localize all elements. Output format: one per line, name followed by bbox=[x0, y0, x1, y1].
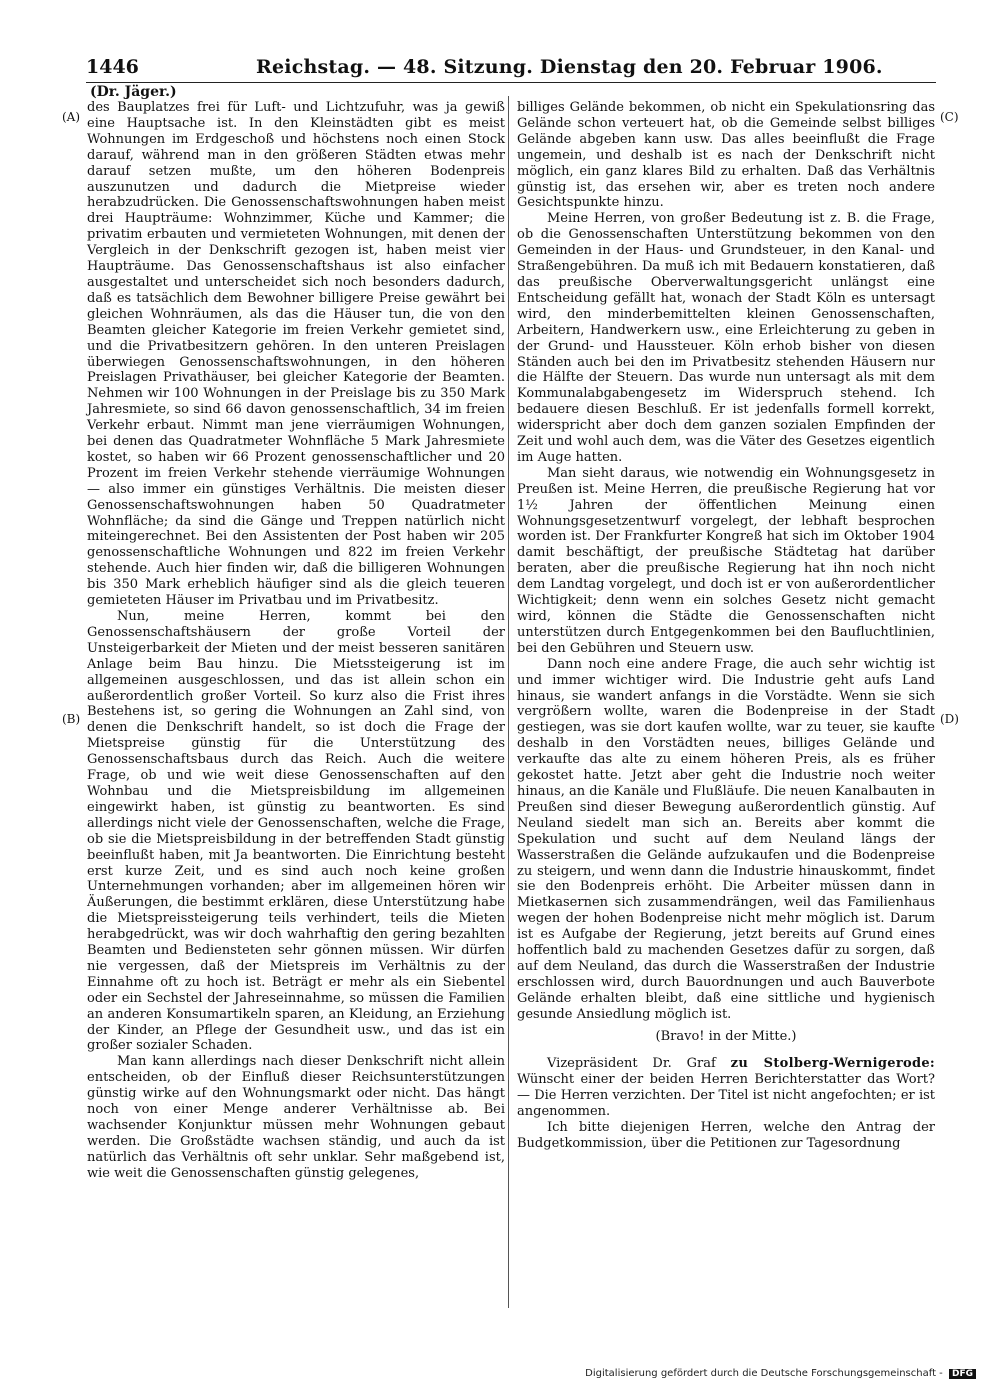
speaker-prefix: Vizepräsident Dr. Graf bbox=[547, 1056, 716, 1072]
margin-mark-d: (D) bbox=[940, 712, 959, 726]
paragraph: Man sieht daraus, wie notwendig ein Wohnungsgesetz in Preußen ist. Meine Herren, die preußische Regierung hat vor 1½ Jahren der öffentlichen Meinung einen Wohnungsgesetzentwurf vorgelegt, der lebhaft besprochen worden ist. Der Frankfurter Kongreß hat sich im Oktober 1904 damit beschäftigt, der preußische Städtetag hat darüber beraten, aber die preußische Regierung hat ihn noch nicht dem Landtag vorgelegt, und doch ist er von außerordentlicher Wichtigkeit; denn wenn ein solches Gesetz nicht gemacht wird, können die Städte die Genossenschaften nicht unterstützen durch Entgegenkommen bei den Baufluchtlinien, bei den Gebühren und Steuern usw. bbox=[517, 465, 935, 656]
margin-mark-a: (A) bbox=[62, 110, 81, 124]
paragraph: des Bauplatzes frei für Luft- und Lichtzufuhr, was ja gewiß eine Hauptsache ist. In den Kleinstädten gibt es meist Wohnungen im Erdgeschoß und höchstens noch einen Stock darauf, während man in den größeren Städten etwas mehr darauf setzen mußte, um den höheren Bodenpreis auszunutzen und dadurch die Mietpreise wieder herabzudrücken. Die Genossenschaftswohnungen haben meist drei Haupträume: Wohnzimmer, Küche und Kammer; die privatim erbauten und vermieteten Wohnungen, mit denen der Vergleich in der Denkschrift gezogen ist, haben meist vier Haupträume. Das Genossenschaftshaus ist also einfacher ausgestaltet und unterscheidet sich noch besonders dadurch, daß es tatsächlich dem Bewohner billigere Preise gewährt bei gleichen Wohnräumen, als das die Häuser tun, die von den Beamten gleicher Kategorie im freien Verkehr gemietet sind, und die Privatbesitzern gehören. In den unteren Preislagen überwiegen Genossenschaftswohnungen, in den höheren Preislagen Privathäuser, bei gleicher Kategorie der Beamten. Nehmen wir 100 Wohnungen in der Preislage bis zu 350 Mark Jahresmiete, so sind 66 davon genossenschaftlich, 34 im freien Verkehr erbaut. Nimmt man jene vierräumigen Wohnungen, bei denen das Quadratmeter Wohnfläche 5 Mark Jahresmiete kostet, so haben wir 66 Prozent genossenschaftlicher und 20 Prozent im freien Verkehr stehende vierräumige Wohnungen — also immer ein günstiges Verhältnis. Die meisten dieser Genossenschaftswohnungen haben 50 Quadratmeter Wohnfläche; da sind die Gänge und Treppen natürlich nicht miteingerechnet. Bei den Assistenten der Post haben wir 205 genossenschaftliche Wohnungen und 822 im freien Verkehr stehende. Auch hier finden wir, daß die billigeren Wohnungen bis 350 Mark erheblich häufiger sind als die gleich teueren gemieteten Häuser im Privatbau und im Privatbesitz. bbox=[87, 100, 505, 609]
dfg-logo: DFG bbox=[949, 1369, 976, 1379]
paragraph: Meine Herren, von großer Bedeutung ist z. B. die Frage, ob die Genossenschaften Unterstützung bekommen von den Gemeinden in der Haus- und Grundsteuer, in den Kanal- und Straßengebühren. Da muß ich mit Bedauern konstatieren, daß das preußische Oberverwaltungsgericht unlängst eine Entscheidung gefällt hat, wonach der Stadt Köln es untersagt wird, den minderbemittelten kleinen Genossenschaften, Arbeitern, Handwerkern usw., eine Erleichterung zu geben in der Grund- und Haussteuer. Köln erhob bisher von diesen Ständen auch bei den im Privatbesitz stehenden Häusern nur die Hälfte der Steuern. Das wurde nun untersagt als mit dem Kommunalabgabengesetz im Widerspruch stehend. Ich bedauere diesen Beschluß. Er ist jedenfalls formell korrekt, widerspricht aber doch dem ganzen sozialen Empfinden der Zeit und wohl auch dem, was die Väter des Gesetzes eigentlich im Auge hatten. bbox=[517, 211, 935, 465]
paragraph: Man kann allerdings nach dieser Denkschrift nicht allein entscheiden, ob der Einfluß dieser Reichsunterstützungen günstig wirke auf den Wohnungsmarkt oder nicht. Das hängt noch von einer Menge anderer Verhältnisse ab. Bei wachsender Konjunktur müssen mehr Wohnungen gebaut werden. Die Großstädte wachsen ständig, und auch da ist natürlich das Verhältnis oft sehr unklar. Sehr maßgebend ist, wie weit die Genossenschaften günstig gelegenes, bbox=[87, 1054, 505, 1181]
column-divider bbox=[508, 96, 509, 1308]
page-header bbox=[86, 56, 936, 83]
vice-president-speech bbox=[517, 1056, 935, 1120]
left-column bbox=[87, 100, 505, 1182]
paragraph: billiges Gelände bekommen, ob nicht ein Spekulationsring das Gelände schon verteuert hat, ob die Gemeinde selbst billiges Gelände abgeben kann usw. Das alles beeinflußt die Frage ungemein, und deshalb ist es nach der Denkschrift nicht möglich, ein ganz klares Bild zu erhalten. Daß das Verhältnis günstig ist, das ersehen wir, aber es treten noch andere Gesichtspunkte hinzu. bbox=[517, 100, 935, 211]
footer bbox=[585, 1368, 976, 1379]
paragraph: Ich bitte diejenigen Herren, welche den Antrag der Budgetkommission, über die Petitionen zur Tagesordnung bbox=[517, 1120, 935, 1151]
margin-mark-c: (C) bbox=[940, 110, 959, 124]
speech-text: Wünscht einer der beiden Herren Berichterstatter das Wort? — Die Herren verzichten. Der Titel ist nicht angefochten; er ist angenommen. bbox=[517, 1072, 935, 1120]
applause-note: (Bravo! in der Mitte.) bbox=[655, 1028, 797, 1044]
margin-mark-b: (B) bbox=[62, 712, 81, 726]
page-number: 1446 bbox=[86, 56, 139, 78]
paragraph: Nun, meine Herren, kommt bei den Genossenschaftshäusern der große Vorteil der Unsteigerbarkeit der Mieten und der meist besseren sanitären Anlage beim Bau hinzu. Die Mietssteigerung ist im allgemeinen ausgeschlossen, und das ist allein schon ein außerordentlich großer Vorteil. So kurz also die Frist ihres Bestehens ist, so gering die Wohnungen an Zahl sind, von denen die Denkschrift handelt, so ist doch die Frage der Mietspreise günstig für die Unterstützung des Genossenschaftsbaus durch das Reich. Auch die weitere Frage, ob und wie weit diese Genossenschaften auf den Wohnbau und die Mietspreisbildung im allgemeinen eingewirkt haben, ist günstig zu beantworten. Es sind allerdings nicht viele der Genossenschaften, welche die Frage, ob sie die Mietspreisbildung in der betreffenden Stadt günstig beeinflußt haben, mit Ja beantworten. Die Einrichtung besteht erst kurze Zeit, und es sind auch noch keine großen Unternehmungen vorhanden; aber im allgemeinen hören wir Äußerungen, die bestimmt erklären, diese Unterstützung habe die Mietspreissteigerung teils verhindert, teils die Mieten herabgedrückt, was wir doch wahrhaftig den gering bezahlten Beamten und Bediensteten sehr gönnen müssen. Wir dürfen nie vergessen, daß der Mietspreis im Verhältnis zu der Einnahme oft zu hoch ist. Beträgt er mehr als ein Siebentel oder ein Sechstel der Jahreseinnahme, so müssen die Familien an anderen Konsumartikeln sparen, an Kleidung, an Erziehung der Kinder, an Pflege der Gesundheit usw., und das ist ein großer sozialer Schaden. bbox=[87, 609, 505, 1054]
speaker-name: zu Stolberg-Wernigerode: bbox=[730, 1056, 936, 1072]
right-column bbox=[517, 100, 935, 1152]
paragraph: Dann noch eine andere Frage, die auch sehr wichtig ist und immer wichtiger wird. Die Industrie geht aufs Land hinaus, sie wandert anfangs in die Vorstädte. Wenn sie sich vergrößern wollte, waren die Bodenpreise in der Stadt gestiegen, was sie dort kaufen wollte, war zu teuer, sie kaufte deshalb in den Vorstädten neues, billiges Gelände und verkaufte das alte zu einem höheren Preis, als es früher gekostet hatte. Jetzt aber geht die Industrie noch weiter hinaus, an die Kanäle und Flußläufe. Die neuen Kanalbauten in Preußen sind dieser Bewegung außerordentlich günstig. Auf Neuland siedelt man sich an. Bereits aber kommt die Spekulation und sucht auf dem Neuland längs der Wasserstraßen die Gelände aufzukaufen und die Bodenpreise zu steigern, und wenn dann die Industrie hinauskommt, findet sie den Bodenpreis erhöht. Die Arbeiter müssen dann in Mietkasernen sich zusammendrängen, weil das Familienhaus wegen der hohen Bodenpreise nicht mehr möglich ist. Darum ist es Aufgabe der Regierung, jetzt bereits auf Grund eines hoffentlich bald zu machenden Gesetzes dafür zu sorgen, daß auf dem Neuland, das durch die Wasserstraßen der Industrie erschlossen wird, durch Bauordnungen und auch Bauverbote Gelände erhalten bleibt, daß eine sittliche und hygienisch gesunde Ansiedlung möglich ist. bbox=[517, 656, 935, 1022]
speaker-tag: (Dr. Jäger.) bbox=[90, 84, 177, 100]
footer-text: Digitalisierung gefördert durch die Deutsche Forschungsgemeinschaft - bbox=[585, 1368, 943, 1379]
running-title: Reichstag. — 48. Sitzung. Dienstag den 20. Februar 1906. bbox=[256, 56, 883, 78]
